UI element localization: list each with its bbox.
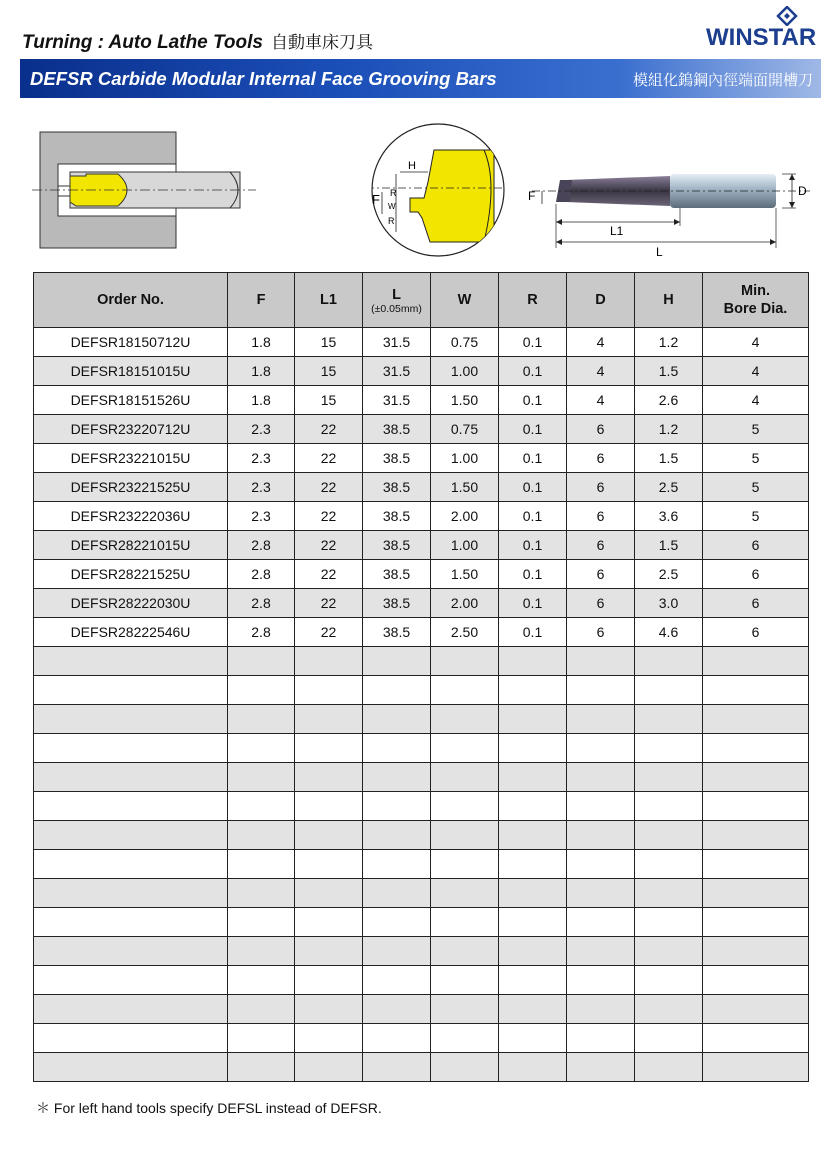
cell-R: 0.1 [499, 386, 567, 415]
bore-section-diagram [30, 128, 258, 252]
cell-D [567, 937, 635, 966]
col-header-min-line2: Bore Dia. [723, 301, 788, 317]
cell-D [567, 1053, 635, 1082]
cell-F: 1.8 [228, 357, 295, 386]
cell-L1: 22 [295, 589, 363, 618]
table-row [34, 502, 809, 531]
cell-L1 [295, 647, 363, 676]
cell-order-no [34, 1024, 228, 1053]
cell-W: 1.50 [431, 386, 499, 415]
cell-W [431, 792, 499, 821]
brand-logo [706, 6, 822, 50]
cell-H: 3.6 [635, 502, 703, 531]
cell-H: 2.6 [635, 386, 703, 415]
cell-L: 38.5 [363, 589, 431, 618]
cell-F: 2.8 [228, 589, 295, 618]
cell-order-no: DEFSR23221525U [34, 473, 228, 502]
cell-R: 0.1 [499, 357, 567, 386]
cell-W [431, 647, 499, 676]
cell-min-bore-dia [703, 734, 809, 763]
cell-D [567, 763, 635, 792]
cell-L1 [295, 1053, 363, 1082]
cell-L1 [295, 705, 363, 734]
cell-W: 1.00 [431, 444, 499, 473]
cell-F: 2.8 [228, 560, 295, 589]
cell-H [635, 879, 703, 908]
cell-min-bore-dia [703, 676, 809, 705]
cell-W: 2.00 [431, 589, 499, 618]
cell-H [635, 676, 703, 705]
cell-R: 0.1 [499, 618, 567, 647]
cell-H [635, 966, 703, 995]
cell-min-bore-dia [703, 1024, 809, 1053]
table-row [34, 850, 809, 879]
cell-min-bore-dia: 6 [703, 589, 809, 618]
cell-F [228, 850, 295, 879]
cell-D: 6 [567, 589, 635, 618]
table-row [34, 415, 809, 444]
cell-L [363, 792, 431, 821]
table-row [34, 763, 809, 792]
cell-min-bore-dia: 5 [703, 415, 809, 444]
cell-R [499, 879, 567, 908]
cell-L1 [295, 734, 363, 763]
cell-H [635, 821, 703, 850]
cell-R [499, 763, 567, 792]
cell-order-no [34, 705, 228, 734]
cell-H [635, 792, 703, 821]
cell-L1 [295, 879, 363, 908]
cell-L1: 22 [295, 560, 363, 589]
col-header-L1: L1 [295, 273, 363, 328]
col-header-F: F [228, 273, 295, 328]
table-row [34, 589, 809, 618]
cell-F: 2.3 [228, 444, 295, 473]
table-row [34, 734, 809, 763]
cell-H: 1.5 [635, 444, 703, 473]
cell-min-bore-dia [703, 792, 809, 821]
cell-W [431, 850, 499, 879]
cell-R [499, 734, 567, 763]
col-header-L-label: L [392, 286, 401, 303]
table-header-row [34, 273, 809, 328]
cell-order-no [34, 734, 228, 763]
cell-L: 38.5 [363, 618, 431, 647]
cell-W [431, 937, 499, 966]
cell-L [363, 908, 431, 937]
cell-W [431, 734, 499, 763]
cell-H [635, 908, 703, 937]
cell-F [228, 1024, 295, 1053]
cell-L1: 22 [295, 444, 363, 473]
cell-H [635, 1053, 703, 1082]
table-row [34, 1053, 809, 1082]
cell-order-no: DEFSR23222036U [34, 502, 228, 531]
label-R-bottom: R [388, 216, 395, 226]
cell-min-bore-dia: 4 [703, 386, 809, 415]
cell-D: 6 [567, 618, 635, 647]
cell-L [363, 966, 431, 995]
cell-D [567, 792, 635, 821]
cell-min-bore-dia: 6 [703, 618, 809, 647]
cell-F [228, 705, 295, 734]
cell-L [363, 879, 431, 908]
cell-R [499, 937, 567, 966]
cell-F: 2.3 [228, 473, 295, 502]
cell-D: 6 [567, 415, 635, 444]
cell-D: 6 [567, 473, 635, 502]
col-header-L-tolerance: (±0.05mm) [371, 302, 422, 315]
cell-D: 4 [567, 328, 635, 357]
cell-min-bore-dia [703, 850, 809, 879]
cell-D [567, 676, 635, 705]
cell-R [499, 1053, 567, 1082]
cell-F: 2.3 [228, 502, 295, 531]
cell-min-bore-dia: 5 [703, 444, 809, 473]
cell-R [499, 705, 567, 734]
cell-L1 [295, 850, 363, 879]
col-header-W: W [431, 273, 499, 328]
cell-F: 1.8 [228, 386, 295, 415]
table-row [34, 676, 809, 705]
cell-L [363, 763, 431, 792]
cell-L [363, 705, 431, 734]
cell-W: 1.50 [431, 473, 499, 502]
cell-R: 0.1 [499, 473, 567, 502]
cell-L [363, 1024, 431, 1053]
cell-order-no [34, 850, 228, 879]
table-row [34, 966, 809, 995]
cell-L1 [295, 966, 363, 995]
cell-order-no: DEFSR28221015U [34, 531, 228, 560]
label-D: D [798, 184, 807, 198]
cell-order-no: DEFSR18150712U [34, 328, 228, 357]
cell-order-no: DEFSR23221015U [34, 444, 228, 473]
cell-F: 1.8 [228, 328, 295, 357]
cell-W: 2.00 [431, 502, 499, 531]
cell-H [635, 995, 703, 1024]
label-L1: L1 [610, 224, 624, 238]
logo-diamond-icon [776, 6, 798, 26]
cell-F: 2.8 [228, 531, 295, 560]
cell-D [567, 821, 635, 850]
cell-min-bore-dia [703, 937, 809, 966]
cell-min-bore-dia [703, 821, 809, 850]
cell-L1 [295, 937, 363, 966]
cell-L1 [295, 792, 363, 821]
cell-min-bore-dia: 4 [703, 328, 809, 357]
cell-D: 6 [567, 444, 635, 473]
cell-L: 38.5 [363, 560, 431, 589]
cell-D [567, 734, 635, 763]
cell-D [567, 705, 635, 734]
cell-W [431, 966, 499, 995]
cell-order-no [34, 879, 228, 908]
cell-W [431, 995, 499, 1024]
cell-R: 0.1 [499, 415, 567, 444]
cell-min-bore-dia [703, 647, 809, 676]
cell-H: 1.2 [635, 415, 703, 444]
cell-R: 0.1 [499, 502, 567, 531]
cell-H [635, 1024, 703, 1053]
cell-D [567, 850, 635, 879]
cell-F [228, 821, 295, 850]
cell-min-bore-dia [703, 908, 809, 937]
cell-min-bore-dia: 5 [703, 502, 809, 531]
cell-H: 1.2 [635, 328, 703, 357]
table-row [34, 937, 809, 966]
cell-min-bore-dia [703, 995, 809, 1024]
cell-H: 2.5 [635, 473, 703, 502]
footnote: ＊ For left hand tools specify DEFSL instead of DEFSR. [36, 1100, 382, 1116]
banner-title: DEFSR Carbide Modular Internal Face Grooving Bars [30, 68, 497, 89]
cell-R [499, 966, 567, 995]
cell-F [228, 1053, 295, 1082]
cell-W [431, 705, 499, 734]
cell-D: 4 [567, 386, 635, 415]
cell-F [228, 676, 295, 705]
cell-R [499, 1024, 567, 1053]
table-row [34, 647, 809, 676]
detail-magnified-diagram [366, 122, 514, 258]
cell-H: 1.5 [635, 531, 703, 560]
cell-min-bore-dia [703, 763, 809, 792]
cell-min-bore-dia: 6 [703, 531, 809, 560]
cell-D: 6 [567, 560, 635, 589]
cell-L1: 22 [295, 473, 363, 502]
cell-H: 3.0 [635, 589, 703, 618]
cell-min-bore-dia [703, 879, 809, 908]
table-row [34, 792, 809, 821]
cell-H [635, 647, 703, 676]
cell-F [228, 937, 295, 966]
cell-L [363, 850, 431, 879]
cell-D [567, 879, 635, 908]
cell-L1: 15 [295, 386, 363, 415]
label-R-top: R [390, 188, 397, 198]
col-header-R: R [499, 273, 567, 328]
cell-H [635, 937, 703, 966]
banner-title-cn: 模組化鎢鋼內徑端面開槽刀 [632, 71, 813, 89]
cell-D [567, 966, 635, 995]
cell-L1 [295, 763, 363, 792]
cell-order-no: DEFSR18151015U [34, 357, 228, 386]
cell-R [499, 676, 567, 705]
cell-order-no: DEFSR23220712U [34, 415, 228, 444]
cell-W: 0.75 [431, 328, 499, 357]
table-row [34, 560, 809, 589]
cell-L1: 15 [295, 328, 363, 357]
cell-order-no [34, 647, 228, 676]
cell-order-no [34, 937, 228, 966]
cell-W [431, 1024, 499, 1053]
cell-F: 2.8 [228, 618, 295, 647]
cell-W [431, 879, 499, 908]
col-header-H: H [635, 273, 703, 328]
cell-R: 0.1 [499, 328, 567, 357]
cell-R: 0.1 [499, 560, 567, 589]
cell-W [431, 908, 499, 937]
cell-L1: 22 [295, 415, 363, 444]
cell-R: 0.1 [499, 444, 567, 473]
table-row [34, 1024, 809, 1053]
col-header-L [363, 273, 431, 328]
cell-order-no [34, 908, 228, 937]
cell-R [499, 792, 567, 821]
cell-order-no: DEFSR28221525U [34, 560, 228, 589]
col-header-min-line1: Min. [741, 283, 770, 299]
cell-W: 2.50 [431, 618, 499, 647]
cell-H: 4.6 [635, 618, 703, 647]
cell-L1: 22 [295, 531, 363, 560]
cell-R [499, 908, 567, 937]
cell-order-no [34, 676, 228, 705]
cell-order-no: DEFSR28222030U [34, 589, 228, 618]
table-row [34, 705, 809, 734]
label-W: W [388, 202, 396, 211]
cell-D [567, 995, 635, 1024]
cell-W: 1.00 [431, 357, 499, 386]
cell-F [228, 763, 295, 792]
cell-order-no: DEFSR18151526U [34, 386, 228, 415]
cell-min-bore-dia: 5 [703, 473, 809, 502]
cell-W: 1.50 [431, 560, 499, 589]
product-banner [20, 59, 821, 98]
col-header-order: Order No. [34, 273, 228, 328]
cell-L1 [295, 821, 363, 850]
cell-D [567, 908, 635, 937]
cell-L [363, 995, 431, 1024]
cell-L1 [295, 908, 363, 937]
cell-W [431, 1053, 499, 1082]
cell-L: 31.5 [363, 328, 431, 357]
cell-L1 [295, 995, 363, 1024]
cell-L1: 15 [295, 357, 363, 386]
cell-order-no [34, 821, 228, 850]
table-row [34, 821, 809, 850]
cell-F: 2.3 [228, 415, 295, 444]
cell-L: 31.5 [363, 386, 431, 415]
cell-D: 6 [567, 531, 635, 560]
cell-F [228, 879, 295, 908]
cell-D: 4 [567, 357, 635, 386]
cell-H: 2.5 [635, 560, 703, 589]
table-row [34, 531, 809, 560]
cell-R [499, 647, 567, 676]
cell-D [567, 1024, 635, 1053]
cell-min-bore-dia [703, 705, 809, 734]
table-row [34, 444, 809, 473]
cell-W: 0.75 [431, 415, 499, 444]
cell-order-no: DEFSR28222546U [34, 618, 228, 647]
cell-D [567, 647, 635, 676]
cell-R [499, 995, 567, 1024]
cell-min-bore-dia [703, 1053, 809, 1082]
cell-W [431, 676, 499, 705]
table-row [34, 618, 809, 647]
cell-R: 0.1 [499, 589, 567, 618]
cell-H [635, 734, 703, 763]
cell-H [635, 763, 703, 792]
cell-L [363, 937, 431, 966]
cell-L [363, 734, 431, 763]
logo-text: WINSTAR [706, 24, 817, 51]
cell-min-bore-dia: 4 [703, 357, 809, 386]
cell-L: 38.5 [363, 415, 431, 444]
cell-order-no [34, 1053, 228, 1082]
cell-order-no [34, 995, 228, 1024]
cell-L [363, 676, 431, 705]
cell-L1 [295, 1024, 363, 1053]
table-row [34, 386, 809, 415]
table-row [34, 328, 809, 357]
cell-F [228, 734, 295, 763]
page-title [22, 28, 373, 54]
cell-L1: 22 [295, 618, 363, 647]
table-row [34, 357, 809, 386]
spec-table [33, 272, 809, 1082]
cell-L: 38.5 [363, 473, 431, 502]
bar-side-view-diagram [520, 158, 816, 262]
cell-F [228, 908, 295, 937]
table-row [34, 908, 809, 937]
cell-order-no [34, 966, 228, 995]
cell-R [499, 850, 567, 879]
cell-L: 31.5 [363, 357, 431, 386]
cell-order-no [34, 792, 228, 821]
label-H: H [408, 160, 416, 172]
cell-L: 38.5 [363, 531, 431, 560]
page-title-cn: 自動車床刀具 [271, 33, 373, 53]
spec-table-body [34, 328, 809, 1082]
label-F-side: F [528, 189, 536, 203]
table-row [34, 879, 809, 908]
cell-min-bore-dia [703, 966, 809, 995]
cell-F [228, 792, 295, 821]
cell-order-no [34, 763, 228, 792]
table-row [34, 473, 809, 502]
cell-min-bore-dia: 6 [703, 560, 809, 589]
cell-H [635, 850, 703, 879]
label-F: F [372, 192, 380, 207]
col-header-min-bore [703, 273, 809, 328]
page-title-en: Turning : Auto Lathe Tools [22, 32, 263, 53]
cell-W: 1.00 [431, 531, 499, 560]
cell-H: 1.5 [635, 357, 703, 386]
label-L: L [656, 245, 663, 259]
cell-L [363, 647, 431, 676]
table-row [34, 995, 809, 1024]
cell-L: 38.5 [363, 444, 431, 473]
cell-L1: 22 [295, 502, 363, 531]
cell-W [431, 821, 499, 850]
cell-F [228, 966, 295, 995]
cell-R [499, 821, 567, 850]
cell-L [363, 1053, 431, 1082]
cell-F [228, 647, 295, 676]
cell-L1 [295, 676, 363, 705]
cell-F [228, 995, 295, 1024]
cell-R: 0.1 [499, 531, 567, 560]
cell-D: 6 [567, 502, 635, 531]
cell-H [635, 705, 703, 734]
col-header-D: D [567, 273, 635, 328]
cell-L [363, 821, 431, 850]
cell-L: 38.5 [363, 502, 431, 531]
cell-W [431, 763, 499, 792]
